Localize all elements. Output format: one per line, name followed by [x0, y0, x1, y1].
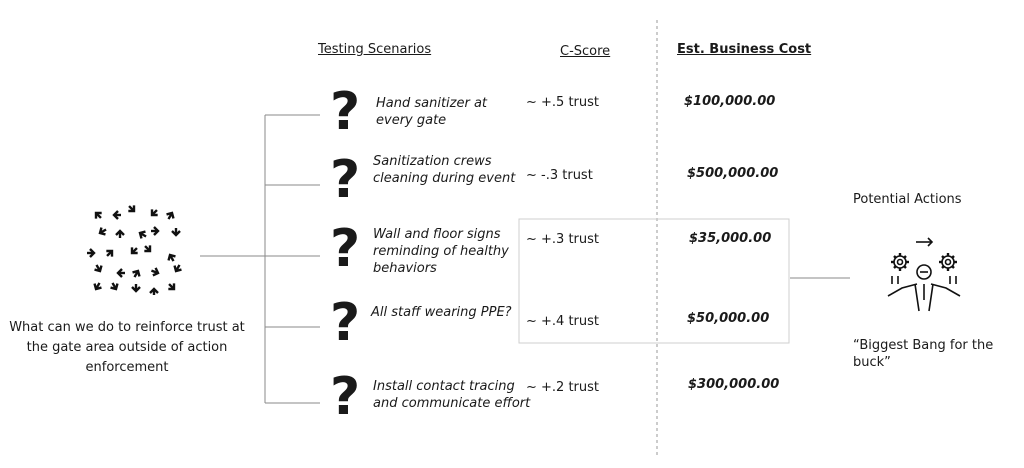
header-c-score: C-Score	[560, 44, 611, 59]
question-mark-icon: ?	[330, 367, 361, 427]
scenario-cost: $100,000.00	[684, 94, 776, 109]
scenario-label: Hand sanitizer at every gate	[376, 96, 488, 128]
scenario-cscore: ~ +.4 trust	[526, 314, 600, 329]
scenario-label: Install contact tracing and communicate effort	[373, 379, 531, 411]
scenario-cscore: ~ +.2 trust	[526, 380, 600, 395]
scenario-label: All staff wearing PPE?	[371, 305, 512, 320]
scenario-cost: $500,000.00	[687, 166, 779, 181]
scenario-cost: $35,000.00	[689, 231, 772, 246]
scenario-cscore: ~ -.3 trust	[526, 168, 593, 183]
potential-actions-label: Potential Actions	[853, 192, 962, 207]
central-question: What can we do to reinforce trust at the gate area outside of action enforcement	[9, 320, 245, 375]
scenario-cost: $300,000.00	[688, 377, 780, 392]
question-mark-icon: ?	[330, 150, 361, 210]
scenario-label: Wall and floor signs reminding of healthy behaviors	[373, 227, 509, 276]
scenario-label: Sanitization crews cleaning during event	[373, 154, 516, 186]
scenario-cscore: ~ +.5 trust	[526, 95, 600, 110]
header-est-business-cost: Est. Business Cost	[677, 42, 812, 57]
biggest-bang-quote: “Biggest Bang for the buck”	[853, 338, 994, 370]
scenario-cscore: ~ +.3 trust	[526, 232, 600, 247]
question-mark-icon: ?	[330, 82, 361, 142]
scenario-cost: $50,000.00	[687, 311, 770, 326]
person-with-gears-icon	[882, 236, 966, 316]
header-testing-scenarios: Testing Scenarios	[318, 42, 432, 57]
scattered-arrows-icon	[86, 203, 182, 299]
question-mark-icon: ?	[330, 219, 361, 279]
question-mark-icon: ?	[330, 293, 361, 353]
